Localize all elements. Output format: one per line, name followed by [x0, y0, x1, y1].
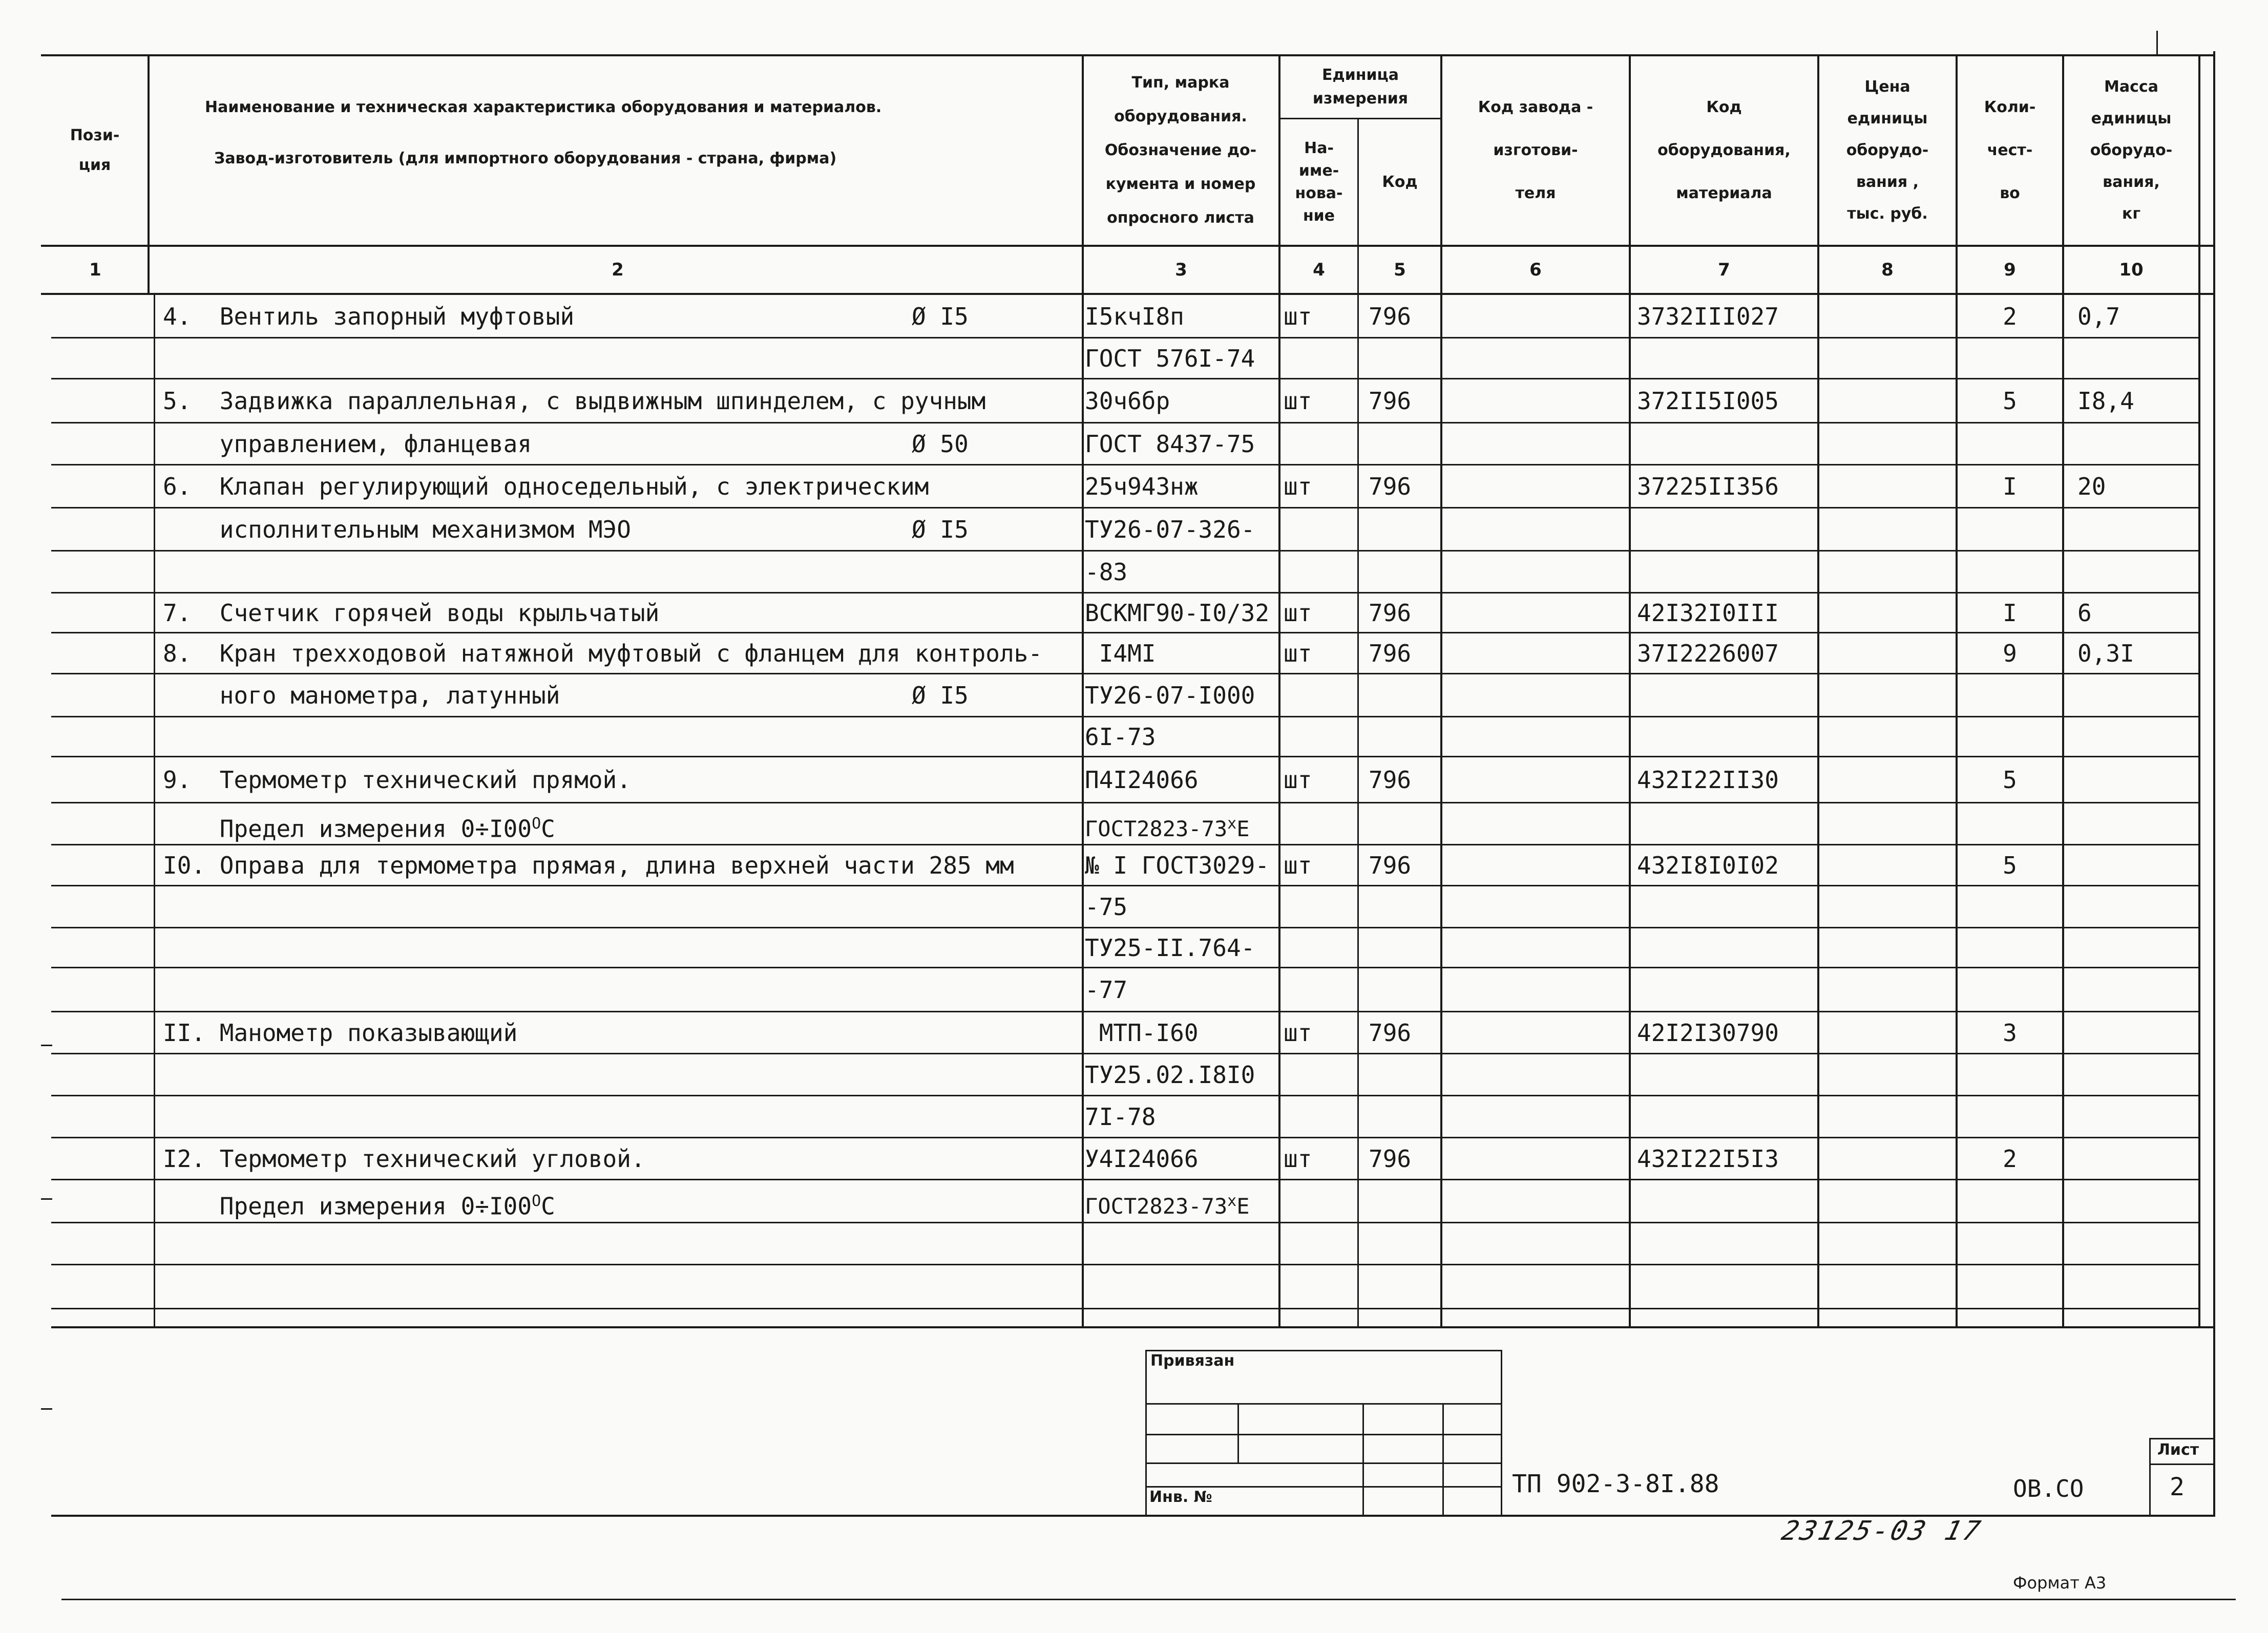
cell-mass-text: 0,7 [2077, 303, 2120, 330]
cell-code [1369, 765, 1440, 795]
cell-dn-text: Ø 50 [912, 430, 969, 458]
cell-equip-code-text: 432I22II30 [1637, 766, 1779, 794]
cell-name [163, 429, 931, 459]
cell-equip-code [1637, 1143, 1817, 1174]
cell-name [163, 1017, 931, 1048]
cell-code [1369, 638, 1440, 669]
cell-type-text: -83 [1085, 558, 1128, 586]
cell-type [1085, 765, 1278, 795]
cell-name-text: Предел измерения 0÷I00 [163, 815, 532, 843]
cell-mass [2077, 301, 2198, 332]
cell-quantity-text: 9 [2003, 640, 2017, 667]
cell-name-text: II. Манометр показывающий [163, 1019, 518, 1047]
cell-code-text: 796 [1369, 766, 1412, 794]
cell-quantity-text: 2 [2003, 303, 2017, 330]
cell-dn [912, 301, 1076, 332]
cell-type [1085, 680, 1278, 711]
cell-unit [1284, 301, 1357, 332]
cell-unit-text: шт [1284, 1145, 1312, 1173]
cell-name-text: управлением, фланцевая [163, 430, 532, 458]
cell-type [1085, 892, 1278, 922]
cell-code [1369, 1017, 1440, 1048]
cell-name [163, 386, 986, 416]
cell-unit [1284, 638, 1357, 669]
cell-type-text: ГОСТ2823-73 [1085, 816, 1228, 841]
cell-name-text: 8. Кран трехходовой натяжной муфтовый с фланцем для контроль- [163, 640, 1043, 667]
cell-type-text: 30ч6бр [1085, 387, 1170, 415]
cell-name-text: ного манометра, латунный [163, 682, 560, 709]
cell-equip-code [1637, 386, 1817, 416]
cell-unit [1284, 1143, 1357, 1174]
cell-unit-text: шт [1284, 852, 1312, 879]
cell-name [163, 765, 931, 795]
col-number-9: 9 [2004, 260, 2016, 280]
cell-quantity [1958, 765, 2062, 795]
cell-code [1369, 386, 1440, 416]
cell-name-text: I2. Термометр технический угловой. [163, 1145, 645, 1173]
cell-equip-code [1637, 471, 1817, 502]
cell-type [1085, 1017, 1278, 1048]
cell-type [1085, 722, 1278, 752]
header-mass: Масса единицы оборудо- вания, кг [2090, 78, 2173, 223]
cell-type-text: 25ч943нж [1085, 473, 1199, 500]
header-unit-name: На- име- нова- ние [1295, 139, 1343, 225]
cell-mass-text: 6 [2077, 599, 2092, 627]
stamp-doc-code: ТП 902-3-8I.88 [1512, 1470, 1719, 1498]
cell-code-text: 796 [1369, 640, 1412, 667]
row-divider [51, 464, 2200, 465]
unit-tail: C [541, 815, 555, 843]
cell-code [1369, 301, 1440, 332]
row-divider [51, 1264, 2200, 1265]
cell-type-text: ГОСТ 8437-75 [1085, 430, 1255, 458]
cell-equip-code-text: 37225II356 [1637, 473, 1779, 500]
cell-unit-text: шт [1284, 766, 1312, 794]
cell-type-text: У4I24066 [1085, 1145, 1199, 1173]
cell-quantity [1958, 598, 2062, 628]
cell-code [1369, 1143, 1440, 1174]
cell-mass [2077, 638, 2198, 669]
cell-type [1085, 850, 1278, 881]
cell-unit [1284, 1017, 1357, 1048]
cell-name [163, 1143, 931, 1174]
cell-quantity [1958, 471, 2062, 502]
format-label: Формат А3 [2013, 1573, 2107, 1593]
cell-code [1369, 850, 1440, 881]
cell-code-text: 796 [1369, 1145, 1412, 1173]
col-number-3: 3 [1175, 260, 1187, 280]
cell-unit [1284, 386, 1357, 416]
row-divider [51, 337, 2200, 338]
cell-code-text: 796 [1369, 303, 1412, 330]
row-divider [51, 1222, 2200, 1223]
col-number-1: 1 [89, 260, 101, 280]
cell-type-text: ГОСТ2823-73 [1085, 1194, 1228, 1219]
cell-type-text: ТУ26-07-326- [1085, 516, 1255, 543]
cell-name-text: 7. Счетчик горячей воды крыльчатый [163, 599, 660, 627]
cell-type [1085, 1186, 1278, 1222]
cell-quantity-text: I [2003, 599, 2017, 627]
cell-mass-text: I8,4 [2077, 387, 2134, 415]
col-number-5: 5 [1394, 260, 1406, 280]
cell-name [163, 638, 1043, 669]
header-factory-code: Код завода - изготови- теля [1478, 98, 1593, 202]
cell-code-text: 796 [1369, 1019, 1412, 1047]
cell-mass [2077, 471, 2198, 502]
cell-name-text: 5. Задвижка параллельная, с выдвижным шпинделем, с ручным [163, 387, 986, 415]
col-number-8: 8 [1881, 260, 1894, 280]
cell-mass [2077, 386, 2198, 416]
cell-quantity-text: 5 [2003, 852, 2017, 879]
row-divider [51, 1308, 2200, 1309]
stamp-privyazan: Привязан [1150, 1352, 1235, 1370]
cell-name [163, 680, 931, 711]
cell-type [1085, 932, 1278, 963]
col-number-7: 7 [1718, 260, 1730, 280]
cell-unit-text: шт [1284, 473, 1312, 500]
cell-quantity-text: 5 [2003, 766, 2017, 794]
cell-equip-code-text: 432I8I0I02 [1637, 852, 1779, 879]
cell-code-text: 796 [1369, 473, 1412, 500]
row-divider [51, 422, 2200, 423]
cell-type-text: ГОСТ 576I-74 [1085, 345, 1255, 372]
header-unit-code: Код [1382, 173, 1418, 191]
header-unit-group: Единица измерения [1312, 66, 1409, 108]
cell-type [1085, 343, 1278, 374]
row-divider [51, 1137, 2200, 1138]
cell-unit [1284, 850, 1357, 881]
header-type: Тип, марка оборудования. Обозначение до- кумента и номер опросного листа [1104, 74, 1257, 227]
cell-unit-text: шт [1284, 599, 1312, 627]
cell-type-text: ВСКМГ90-I0/32 [1085, 599, 1270, 627]
cell-quantity-text: I [2003, 473, 2017, 500]
cell-type [1085, 974, 1278, 1005]
cell-dn [912, 514, 1076, 545]
cell-unit-text: шт [1284, 303, 1312, 330]
cell-type-text: № I ГОСТ3029- [1085, 852, 1270, 879]
cell-type [1085, 638, 1278, 669]
cell-unit [1284, 765, 1357, 795]
header-name-line2: Завод-изготовитель (для импортного оборудования - страна, фирма) [214, 150, 837, 167]
row-divider [51, 967, 2200, 968]
cell-type-text: 7I-78 [1085, 1103, 1156, 1131]
row-divider [51, 378, 2200, 379]
cell-type [1085, 386, 1278, 416]
degree-superscript: O [532, 815, 541, 833]
header-equipment-code: Код оборудования, материала [1657, 98, 1791, 202]
cell-quantity [1958, 850, 2062, 881]
cell-quantity [1958, 1143, 2062, 1174]
row-divider [51, 1011, 2200, 1012]
cell-unit [1284, 598, 1357, 628]
cell-name [163, 471, 931, 502]
cell-type [1085, 1101, 1278, 1132]
cell-equip-code-text: 372II5I005 [1637, 387, 1779, 415]
cell-dn-text: Ø I5 [912, 303, 969, 330]
cell-type [1085, 429, 1278, 459]
cell-dn-text: Ø I5 [912, 682, 969, 709]
cell-equip-code-text: 37I2226007 [1637, 640, 1779, 667]
cell-code-text: 796 [1369, 387, 1412, 415]
row-divider [51, 756, 2200, 757]
cell-equip-code [1637, 301, 1817, 332]
cell-mass [2077, 598, 2198, 628]
cell-type-text: -77 [1085, 976, 1128, 1004]
cell-equip-code [1637, 850, 1817, 881]
cell-type-text: 6I-73 [1085, 723, 1156, 751]
cell-quantity [1958, 386, 2062, 416]
cell-unit-text: шт [1284, 387, 1312, 415]
cell-type-text: ТУ26-07-I000 [1085, 682, 1255, 709]
cell-type-text: МТП-I60 [1085, 1019, 1199, 1047]
row-divider [51, 716, 2200, 717]
stamp-sheet-label: Лист [2157, 1441, 2199, 1459]
type-tail: Е [1236, 1194, 1250, 1219]
handwritten-number: 23125-03 17 [1778, 1516, 1985, 1546]
cell-quantity [1958, 638, 2062, 669]
cell-type [1085, 557, 1278, 587]
cell-equip-code [1637, 638, 1817, 669]
row-divider [51, 1053, 2200, 1054]
cell-quantity-text: 3 [2003, 1019, 2017, 1047]
cell-unit-text: шт [1284, 1019, 1312, 1047]
row-divider [51, 1095, 2200, 1096]
cell-name-text: I0. Оправа для термометра прямая, длина верхней части 285 мм [163, 852, 1014, 879]
cell-type-text: I4MI [1085, 640, 1156, 667]
cell-name [163, 1186, 931, 1221]
row-divider [51, 1179, 2200, 1180]
col-number-4: 4 [1313, 260, 1325, 280]
row-divider [51, 802, 2200, 803]
type-superscript: х [1227, 815, 1237, 833]
cell-equip-code [1637, 765, 1817, 795]
cell-type [1085, 1143, 1278, 1174]
cell-type [1085, 598, 1278, 628]
degree-superscript: O [532, 1192, 541, 1210]
cell-equip-code [1637, 598, 1817, 628]
cell-type-text: I5кчI8п [1085, 303, 1184, 330]
cell-equip-code [1637, 1017, 1817, 1048]
cell-type-text: ТУ25.02.I8I0 [1085, 1061, 1255, 1089]
cell-code [1369, 471, 1440, 502]
header-position: Пози- ция [70, 126, 120, 174]
cell-type-text: ТУ25-II.764- [1085, 934, 1255, 962]
cell-code-text: 796 [1369, 852, 1412, 879]
row-divider [51, 673, 2200, 674]
stamp-sheet-code: ОВ.СО [2013, 1475, 2084, 1502]
cell-quantity-text: 5 [2003, 387, 2017, 415]
cell-code [1369, 598, 1440, 628]
col-number-6: 6 [1529, 260, 1542, 280]
cell-quantity-text: 2 [2003, 1145, 2017, 1173]
cell-type [1085, 809, 1278, 844]
type-superscript: х [1227, 1192, 1237, 1210]
stamp-sheet-number: 2 [2170, 1473, 2185, 1501]
header-quantity: Коли- чест- во [1984, 98, 2036, 202]
cell-name [163, 598, 931, 628]
header-price: Цена единицы оборудо- вания , тыс. руб. [1846, 78, 1929, 223]
row-divider [51, 550, 2200, 552]
cell-equip-code-text: 42I32I0III [1637, 599, 1779, 627]
cell-type-text: П4I24066 [1085, 766, 1199, 794]
cell-type [1085, 514, 1278, 545]
cell-equip-code-text: 42I2I30790 [1637, 1019, 1779, 1047]
cell-name-text: исполнительным механизмом МЭО [163, 516, 631, 543]
cell-quantity [1958, 1017, 2062, 1048]
row-divider [51, 927, 2200, 928]
cell-dn [912, 680, 1076, 711]
cell-type [1085, 301, 1278, 332]
header-name-line1: Наименование и техническая характеристика оборудования и материалов. [205, 98, 882, 116]
cell-dn [912, 429, 1076, 459]
row-divider [51, 592, 2200, 593]
cell-name [163, 301, 931, 332]
cell-equip-code-text: 432I22I5I3 [1637, 1145, 1779, 1173]
cell-name [163, 809, 931, 844]
cell-quantity [1958, 301, 2062, 332]
cell-name [163, 514, 931, 545]
row-divider [51, 885, 2200, 886]
cell-name [163, 850, 1014, 881]
cell-name-text: Предел измерения 0÷I00 [163, 1192, 532, 1220]
cell-type [1085, 471, 1278, 502]
stamp-inv-no: Инв. № [1149, 1488, 1212, 1506]
cell-mass-text: 0,3I [2077, 640, 2134, 667]
cell-dn-text: Ø I5 [912, 516, 969, 543]
row-divider [51, 507, 2200, 508]
cell-code-text: 796 [1369, 599, 1412, 627]
cell-name-text: 6. Клапан регулирующий односедельный, с электрическим [163, 473, 929, 500]
col-number-10: 10 [2119, 260, 2144, 280]
cell-unit-text: шт [1284, 640, 1312, 667]
row-divider [51, 632, 2200, 633]
unit-tail: C [541, 1192, 555, 1220]
cell-type-text: -75 [1085, 893, 1128, 921]
cell-mass-text: 20 [2077, 473, 2106, 500]
cell-equip-code-text: 3732III027 [1637, 303, 1779, 330]
cell-type [1085, 1059, 1278, 1090]
cell-name-text: 4. Вентиль запорный муфтовый [163, 303, 575, 330]
type-tail: Е [1236, 816, 1250, 841]
cell-name-text: 9. Термометр технический прямой. [163, 766, 631, 794]
cell-unit [1284, 471, 1357, 502]
col-number-2: 2 [612, 260, 624, 280]
